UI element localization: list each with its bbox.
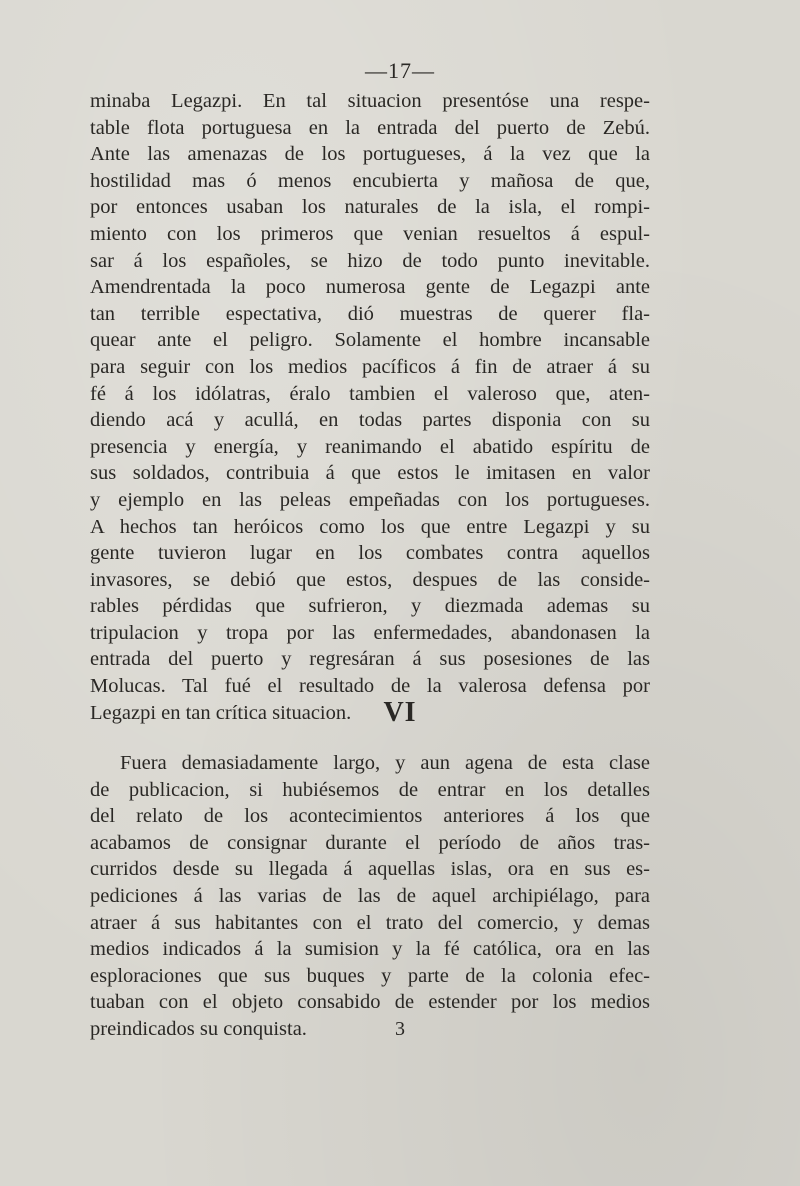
text-line: minaba Legazpi. En tal situacion presentóse una respe- [90,90,650,112]
text-line: miento con los primeros que venian resueltos á espul- [90,222,650,245]
text-line: atraer á sus habitantes con el trato del comercio, y demas [90,911,650,934]
text-line: Ante las amenazas de los portugueses, á la vez que la [90,143,650,166]
text-line: table flota portuguesa en la entrada del puerto de Zebú. [90,116,650,139]
text-line: medios indicados á la sumision y la fé católica, ora en las [90,938,650,961]
text-line: esploraciones que sus buques y parte de la colonia efec- [90,964,650,987]
text-line: sar á los españoles, se hizo de todo punto inevitable. [90,249,650,272]
page-number: —17— [365,58,435,83]
text-line: hostilidad mas ó menos encubierta y mañosa de que, [90,169,650,192]
text-line: A hechos tan heróicos como los que entre Legazpi y su [90,515,650,538]
text-line: fé á los idólatras, éralo tambien el valeroso que, aten- [90,382,650,405]
text-line: del relato de los acontecimientos anteriores á los que [90,805,650,828]
text-line: presencia y energía, y reanimando el abatido espíritu de [90,435,650,458]
text-line: preindicados su conquista. [90,1017,307,1040]
text-line: curridos desde su llegada á aquellas islas, ora en sus es- [90,858,650,881]
text-line: tripulacion y tropa por las enfermedades, abandonasen la [90,621,650,644]
text-line: diendo acá y acullá, en todas partes disponia con su [90,409,650,432]
text-line: pediciones á las varias de las de aquel archipiélago, para [90,884,650,907]
text-line: rables pérdidas que sufrieron, y diezmada ademas su [90,595,650,618]
section-heading: VI [383,697,417,728]
text-line: acabamos de consignar durante el período de años tras- [90,831,650,854]
text-line: Fuera demasiadamente largo, y aun agena de esta clase [120,752,650,774]
text-line: sus soldados, contribuia á que estos le imitasen en valor [90,462,650,485]
text-line: tuaban con el objeto consabido de estender por los medios [90,991,650,1014]
text-line: de publicacion, si hubiésemos de entrar en los detalles [90,778,650,801]
paragraph-1 [90,88,650,726]
text-line: para seguir con los medios pacíficos á fin de atraer á su [90,355,650,378]
text-line: Molucas. Tal fué el resultado de la valerosa defensa por [90,675,650,698]
text-line: invasores, se debió que estos, despues de las conside- [90,568,650,591]
text-line: y ejemplo en las peleas empeñadas con los portugueses. [90,488,650,511]
signature-mark: 3 [395,1018,405,1040]
text-line: quear ante el peligro. Solamente el hombre incansable [90,329,650,352]
text-line: Amendrentada la poco numerosa gente de Legazpi ante [90,276,650,299]
text-line: entrada del puerto y regresáran á sus posesiones de las [90,648,650,671]
text-line: Legazpi en tan crítica situacion. [90,701,352,724]
text-line: gente tuvieron lugar en los combates contra aquellos [90,542,650,565]
text-line: por entonces usaban los naturales de la isla, el rompi- [90,196,650,219]
text-line: tan terrible espectativa, dió muestras de querer fla- [90,302,650,325]
paragraph-2 [90,750,650,1043]
